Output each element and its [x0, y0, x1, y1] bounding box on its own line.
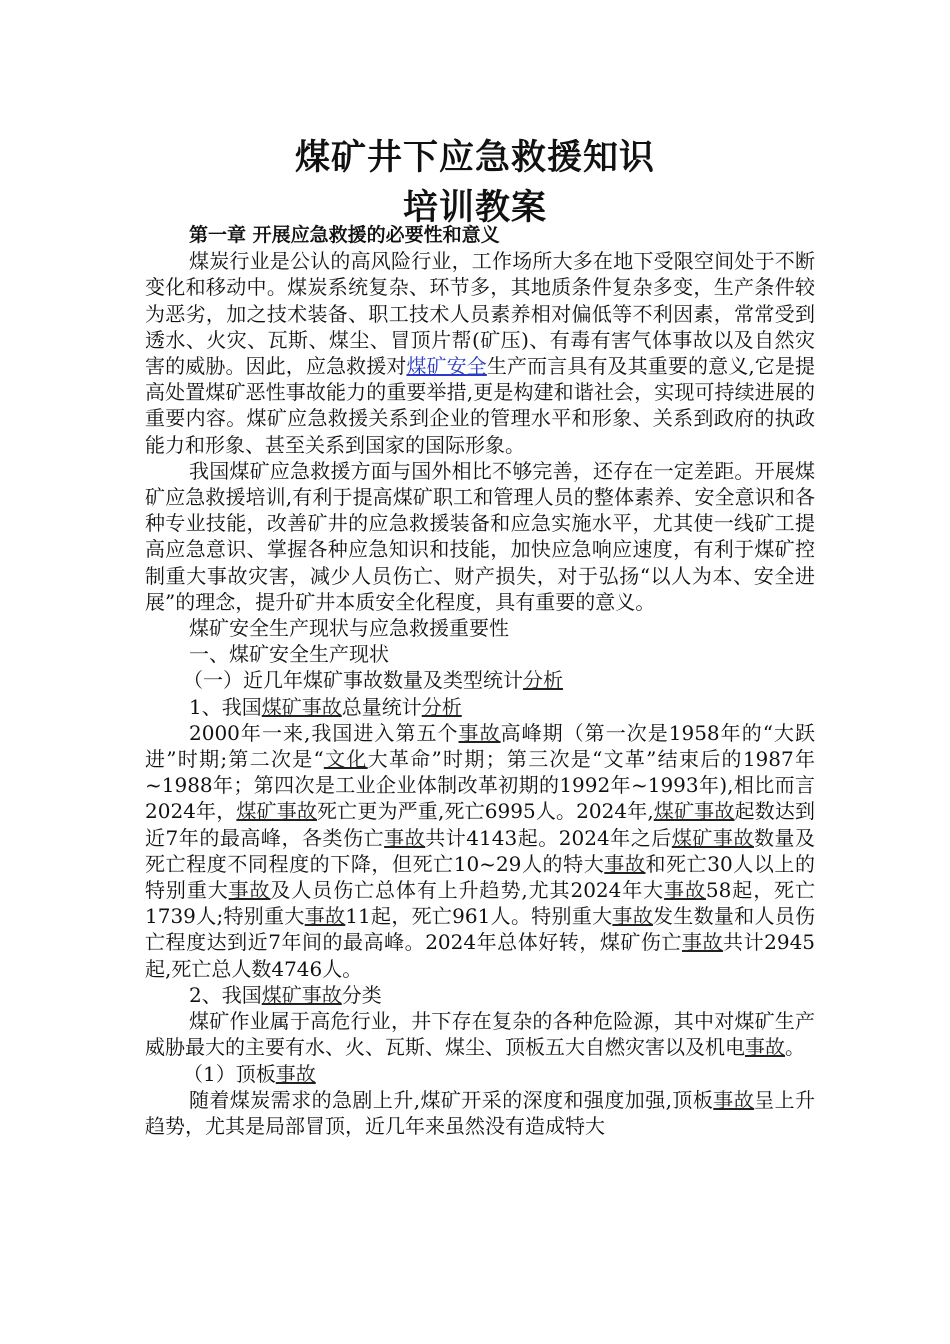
- text-run: 数量及死亡程度不同程度的下降，但死亡10~29人的特大: [145, 825, 816, 876]
- culture-link[interactable]: 文化: [323, 747, 368, 772]
- accident-link[interactable]: 事故: [612, 904, 653, 929]
- section-heading-one: 一、煤矿安全生产现状: [189, 642, 389, 667]
- text-run: （一）近几年煤矿事故数量及类型统计: [183, 668, 523, 693]
- subitem-heading-roof: [145, 1061, 815, 1087]
- text-run: 共计2945起,死亡总人数4746人。: [145, 930, 816, 981]
- analysis-link[interactable]: 分析: [421, 694, 462, 719]
- text-run: 及人员伤亡总体有上升趋势,尤其2024年大: [270, 878, 665, 903]
- document-title-line2: 培训教案: [402, 188, 547, 228]
- text-run: 。: [785, 1035, 805, 1060]
- text-run: 2、我国: [189, 982, 262, 1007]
- text-run: 11起，死亡961人。特别重大: [345, 904, 613, 929]
- text-run: 共计4143起。2024年之后: [425, 825, 672, 850]
- text-run: 生产而言具有及其重要的意义,它是提高处置煤矿恶性事故能力的重要举措,更是构建和谐社会，实现可持续进展的重要内容。煤矿应急救援关系到企业的管理水平和形象、关系到政府的执政能力和形象、甚至关系到国家的国际形象。: [145, 354, 816, 457]
- text-run: 总量统计: [341, 694, 422, 719]
- item-heading-total: [145, 694, 815, 720]
- coal-accident-link[interactable]: 煤矿事故: [671, 825, 754, 850]
- item-heading-classification: [145, 982, 815, 1008]
- accident-link[interactable]: 事故: [745, 1035, 785, 1060]
- document-body: [145, 222, 815, 1139]
- coal-safety-link[interactable]: 煤矿安全: [406, 354, 487, 379]
- paragraph-roof-accidents: [145, 1087, 815, 1139]
- paragraph-domestic-gap: 我国煤矿应急救援方面与国外相比不够完善，还存在一定差距。开展煤矿应急救援培训,有利于提高煤矿职工和管理人员的整体素养、安全意识和各种专业技能，改善矿井的应急救援装备和应急实施水平，尤其使一线矿工提高应急意识、掌握各种应急知识和技能，加快应急响应速度，有利于煤矿控制重大事故灾害，减少人员伤亡、财产损失，对于弘扬“以人为本、安全进展”的理念，提升矿井本质安全化程度，具有重要的意义。: [145, 458, 815, 614]
- accident-link[interactable]: 事故: [384, 825, 426, 850]
- text-run: 呈上升趋势，尤其是局部冒顶，近几年来虽然没有造成特大: [145, 1087, 816, 1138]
- subsection-heading-statistics: [145, 667, 815, 693]
- section-heading-status: 煤矿安全生产现状与应急救援重要性: [189, 616, 509, 641]
- coal-accident-link[interactable]: 煤矿事故: [261, 982, 342, 1007]
- text-run: 煤矿作业属于高危行业，井下存在复杂的各种危险源，其中对煤矿生产威胁最大的主要有水、火、瓦斯、煤尘、顶板五大自燃灾害以及机电: [145, 1009, 815, 1060]
- text-run: 2000年一来,我国进入第五个: [189, 720, 459, 745]
- text-run: 分类: [341, 982, 382, 1007]
- text-run: 发生数量和人员伤亡程度达到近7年间的最高峰。2024年总体好转，煤矿伤亡: [145, 904, 816, 955]
- accident-link[interactable]: 事故: [275, 1061, 316, 1086]
- document-title-line1: 煤矿井下应急救援知识: [294, 138, 655, 178]
- paragraph-accident-statistics: [145, 720, 815, 982]
- accident-link[interactable]: 事故: [458, 720, 501, 745]
- text-run: 随着煤炭需求的急剧上升,煤矿开采的深度和强度加强,顶板: [189, 1087, 714, 1112]
- coal-accident-link[interactable]: 煤矿事故: [653, 799, 735, 824]
- accident-link[interactable]: 事故: [713, 1087, 755, 1112]
- accident-link[interactable]: 事故: [681, 930, 724, 955]
- text-run: 起数达到近7年的最高峰，各类伤亡: [145, 799, 816, 850]
- text-run: 和死亡30人以上的特别重大: [145, 851, 816, 903]
- accident-link[interactable]: 事故: [304, 904, 346, 929]
- text-run: 58起，死亡1739人;特别重大: [145, 878, 816, 929]
- text-run: 高峰期（第一次是1958年的“大跃进”时期;第二次是“: [145, 720, 815, 772]
- paragraph-hazards: [145, 1008, 815, 1060]
- coal-accident-link[interactable]: 煤矿事故: [261, 694, 342, 719]
- paragraph-industry-risk: [145, 248, 815, 458]
- chapter-heading: 第一章 开展应急救援的必要性和意义: [189, 224, 500, 246]
- accident-link[interactable]: 事故: [664, 878, 706, 903]
- text-run: 煤炭行业是公认的高风险行业，工作场所大多在地下受限空间处于不断变化和移动中。煤炭系统复杂、环节多，其地质条件复杂多变，生产条件较为恶劣，加之技术装备、职工技术人员素养相对偏低等不利因素，常常受到透水、火灾、瓦斯、煤尘、冒顶片帮(矿压)、有毒有害气体事故以及自然灾害的威胁。因此，应急救援对: [145, 249, 815, 379]
- analysis-link[interactable]: 分析: [523, 668, 563, 693]
- text-run: 1、我国: [189, 694, 262, 719]
- coal-accident-link[interactable]: 煤矿事故: [236, 799, 318, 824]
- text-run: （1）顶板: [183, 1061, 276, 1086]
- accident-link[interactable]: 事故: [228, 878, 271, 903]
- accident-link[interactable]: 事故: [604, 851, 646, 876]
- text-run: 大革命”时期；第三次是“文革”结束后的1987年~1988年；第四次是工业企业体制改革初期的1992年~1993年),相比而言2024年，: [145, 747, 816, 824]
- text-run: 死亡更为严重,死亡6995人。2024年,: [317, 799, 654, 824]
